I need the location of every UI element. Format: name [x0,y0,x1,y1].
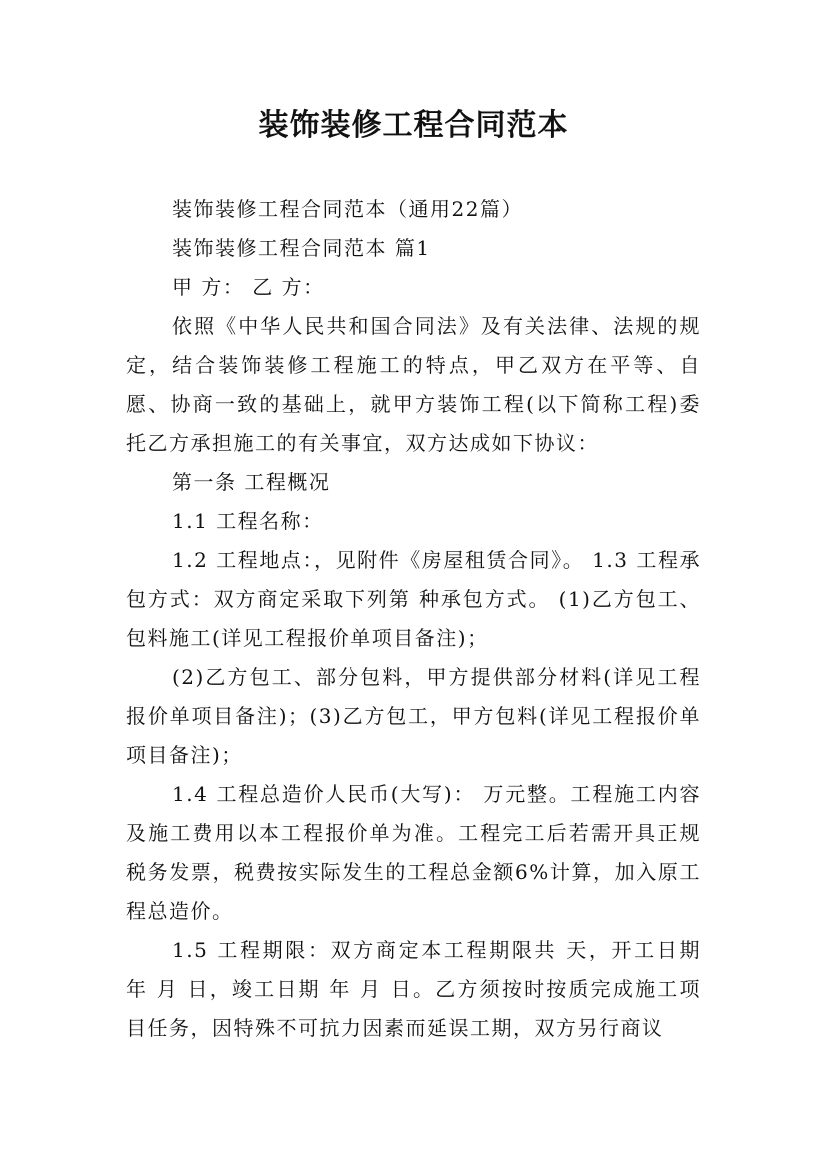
paragraph-clause-1-4: 1.4 工程总造价人民币(大写)： 万元整。工程施工内容及施工费用以本工程报价单为准。工程完工后若需开具正规税务发票，税费按实际发生的工程总金额6%计算，加入原工程总造价。 [126,782,701,923]
paragraph-parties: 甲 方： 乙 方： [172,275,325,299]
paragraph-clause-1-2: 1.2 工程地点：，见附件《房屋租赁合同》。 1.3 工程承包方式：双方商定采取下列第 种承包方式。 (1)乙方包工、包料施工(详见工程报价单项目备注)； [126,548,701,650]
paragraph-clause-1-1: 1.1 工程名称： [172,509,324,533]
document-body [126,190,701,1048]
document-title: 装饰装修工程合同范本 [258,108,569,143]
paragraph-article-heading: 装饰装修工程合同范本 篇1 [172,236,431,260]
paragraph-clause-1-3-options: (2)乙方包工、部分包料，甲方提供部分材料(详见工程报价单项目备注)；(3)乙方包工，甲方包料(详见工程报价单项目备注)； [126,665,701,767]
paragraph-subtitle: 装饰装修工程合同范本（通用22篇） [172,197,523,221]
paragraph-section-heading: 第一条 工程概况 [172,470,331,494]
paragraph-preamble: 依照《中华人民共和国合同法》及有关法律、法规的规定，结合装饰装修工程施工的特点，甲乙双方在平等、自愿、协商一致的基础上，就甲方装饰工程(以下简称工程)委托乙方承担施工的有关事宜，双方达成如下协议： [126,314,701,455]
paragraph-clause-1-5: 1.5 工程期限：双方商定本工程期限共 天，开工日期 年 月 日，竣工日期 年 月 日。乙方须按时按质完成施工项目任务，因特殊不可抗力因素而延误工期，双方另行商议 [126,938,701,1040]
